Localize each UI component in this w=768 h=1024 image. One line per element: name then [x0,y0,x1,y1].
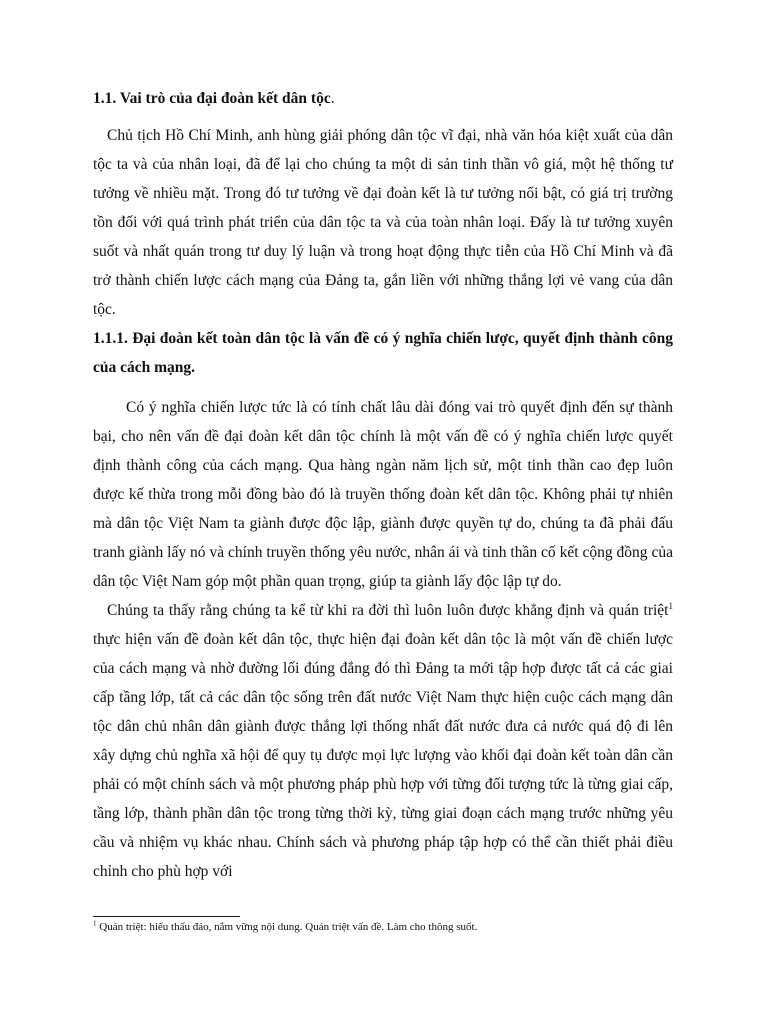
subsection-paragraph-2 [93,596,673,886]
footnote-reference[interactable]: 1 [668,600,673,611]
paragraph-2-text-before: Chúng ta thấy rằng chúng ta kể từ khi ra đời thì luôn luôn được khẳng định và quán triệt [107,602,669,619]
footnote-text: Quán triệt: hiểu thấu đáo, nắm vững nội dung. Quán triệt vấn đề. Làm cho thông suốt. [96,921,478,933]
paragraph-2-text-after: thực hiện vấn đề đoàn kết dân tộc, thực hiện đại đoàn kết dân tộc là một vấn đề chiến lược của cách mạng và nhờ đường lối đúng đắng đó thì Đảng ta mới tập hợp được tất cả các giai cấp tầng lớp, tất cả các dân tộc sống trên đất nước Việt Nam thực hiện cuộc cách mạng dân tộc dân chủ nhân dân giành được thắng lợi thống nhất đất nước đưa cả nước quá độ đi lên xây dựng chủ nghĩa xã hội để quy tụ được mọi lực lượng vào khối đại đoàn kết toàn dân cần phải có một chính sách và một phương pháp phù hợp với từng đối tượng tức là từng giai cấp, tầng lớp, thành phần dân tộc trong từng thời kỳ, từng giai đoạn cách mạng trước những yêu cầu và nhiệm vụ khác nhau. Chính sách và phương pháp tập hợp có thể cần thiết phải điều chỉnh cho phù hợp với [93,631,673,880]
footnote-separator [93,916,240,917]
section-paragraph: Chủ tịch Hồ Chí Minh, anh hùng giải phóng dân tộc vĩ đại, nhà văn hóa kiệt xuất của dân tộc ta và của nhân loại, đã để lại cho chúng ta một di sản tinh thần vô giá, một hệ thống tư tưởng về nhiều mặt. Trong đó tư tưởng về đại đoàn kết là tư tưởng nổi bật, có giá trị trường tồn đối với quá trình phát triển của dân tộc ta và của toàn nhân loại. Đấy là tư tưởng xuyên suốt và nhất quán trong tư duy lý luận và trong hoạt động thực tiễn của Hồ Chí Minh và đã trở thành chiến lược cách mạng của Đảng ta, gắn liền với những thắng lợi vẻ vang của dân tộc. [93,127,673,318]
section-heading-text: 1.1. Vai trò của đại đoàn kết dân tộc [93,90,331,107]
section-heading-period: . [330,90,335,107]
section-heading [93,84,673,113]
footnote-marker: 1 [93,919,97,928]
subsection-heading: 1.1.1. Đại đoàn kết toàn dân tộc là vấn đề có ý nghĩa chiến lược, quyết định thành công của cách mạng. [93,330,673,376]
document-body [93,84,673,886]
footnote [93,920,673,934]
subsection-paragraph-1: Có ý nghĩa chiến lược tức là có tính chất lâu dài đóng vai trò quyết định đến sự thành bại, cho nên vấn đề đại đoàn kết dân tộc chính là một vấn đề có ý nghĩa chiến lược quyết định thành công của cách mạng. Qua hàng ngàn năm lịch sử, một tinh thần cao đẹp luôn được kế thừa trong mỗi đồng bào đó là truyền thống đoàn kết dân tộc. Không phải tự nhiên mà dân tộc Việt Nam ta giành được độc lập, giành được quyền tự do, chúng ta đã phải đấu tranh giành lấy nó và chính truyền thống yêu nước, nhân ái và tinh thần cố kết cộng đồng của dân tộc Việt Nam góp một phần quan trọng, giúp ta giành lấy độc lập tự do. [93,399,673,590]
